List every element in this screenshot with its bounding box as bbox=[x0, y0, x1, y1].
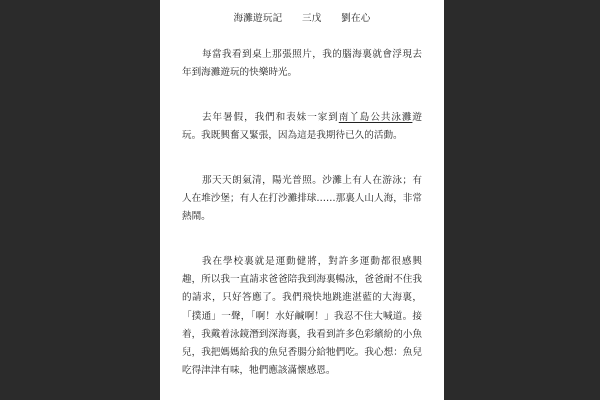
paragraph-2-text-before: 去年暑假，我們和表妹一家到 bbox=[202, 112, 339, 123]
paragraph-1: 每當我看到桌上那張照片，我的腦海裏就會浮現去年到海灘遊玩的快樂時光。 bbox=[182, 49, 422, 79]
document-page bbox=[160, 0, 444, 400]
document-title: 海灘遊玩記 三戊 劉在心 bbox=[233, 13, 371, 24]
paragraph-3: 那天天朗氣清，陽光普照。沙灘上有人在游泳；有人在堆沙堡；有人在打沙灘排球……那裏人山人海，非常熱鬧。 bbox=[182, 175, 422, 223]
paragraph-4: 我在學校裏就是運動健將，對許多運動都很感興趣，所以我一直請求爸爸陪我到海裏暢泳，爸爸耐不住我的請求，只好答應了。我們飛快地跳進湛藍的大海裏，「撲通」一聲，「啊！水好鹹啊！」我忍不住大喊道。接着，我戴着泳鏡潛到深海裏，我看到許多色彩繽紛的小魚兒，我把媽媽給我的魚兒香腸分給牠們吃。我心想：魚兒吃得津津有味，牠們應該滿懷感恩。 bbox=[182, 256, 422, 377]
paragraph-2 bbox=[182, 109, 422, 145]
place-name-link: 南丫島公共泳灘 bbox=[338, 112, 413, 123]
paragraph-2-text-after: 遊玩。我既興奮又緊張，因為這是我期待已久的活動。 bbox=[182, 112, 423, 142]
